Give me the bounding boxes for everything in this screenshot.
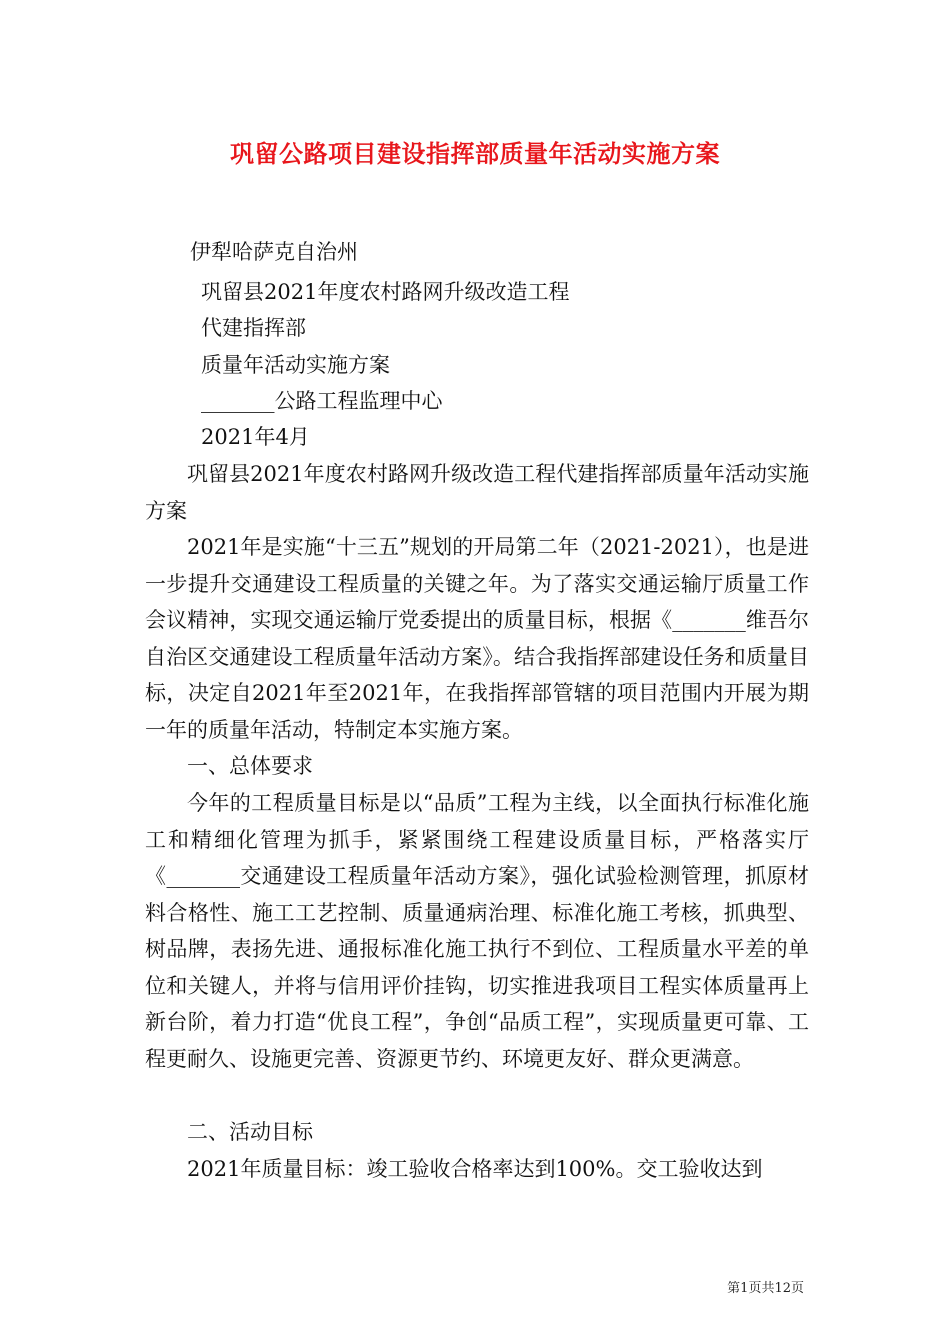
section-heading-general-requirements: 一、总体要求 bbox=[187, 754, 313, 778]
paragraph-introduction: 2021年是实施“十三五”规划的开局第二年（2021-2021），也是进一步提升交通建设工程质量的关键之年。为了落实交通运输厅质量工作会议精神，实现交通运输厅党委提出的质量目标，根据《_______维吾尔自治区交通建设工程质量年活动方案》。结合我指挥部建设任务和质量目标，决定自2021年至2021年，在我指挥部管辖的项目范围内开展为期一年的质量年活动，特制定本实施方案。 bbox=[145, 535, 809, 742]
header-line-plan-name: 质量年活动实施方案 bbox=[201, 353, 390, 377]
header-line-date: 2021年4月 bbox=[201, 425, 310, 449]
header-line-project: 巩留县2021年度农村路网升级改造工程 bbox=[201, 280, 570, 304]
section-heading-activity-goals: 二、活动目标 bbox=[187, 1120, 313, 1144]
paragraph-plan-title: 巩留县2021年度农村路网升级改造工程代建指挥部质量年活动实施方案 bbox=[145, 462, 809, 523]
header-line-issuer: _______公路工程监理中心 bbox=[201, 389, 443, 413]
header-line-department: 代建指挥部 bbox=[201, 316, 306, 340]
paragraph-general-requirements: 今年的工程质量目标是以“品质”工程为主线，以全面执行标准化施工和精细化管理为抓手，紧紧围绕工程建设质量目标，严格落实厅《_______交通建设工程质量年活动方案》，强化试验检测管理，抓原材料合格性、施工工艺控制、质量通病治理、标准化施工考核，抓典型、树品牌，表扬先进、通报标准化施工执行不到位、工程质量水平差的单位和关键人，并将与信用评价挂钩，切实推进我项目工程实体质量再上新台阶，着力打造“优良工程”，争创“品质工程”，实现质量更可靠、工程更耐久、设施更完善、资源更节约、环境更友好、群众更满意。 bbox=[145, 791, 809, 1071]
page-number: 第1页共12页 bbox=[727, 1281, 804, 1296]
paragraph-activity-goals: 2021年质量目标：竣工验收合格率达到100%。交工验收达到 bbox=[187, 1157, 763, 1181]
header-line-region: 伊犁哈萨克自治州 bbox=[190, 240, 358, 264]
document-title: 巩留公路项目建设指挥部质量年活动实施方案 bbox=[230, 139, 720, 168]
